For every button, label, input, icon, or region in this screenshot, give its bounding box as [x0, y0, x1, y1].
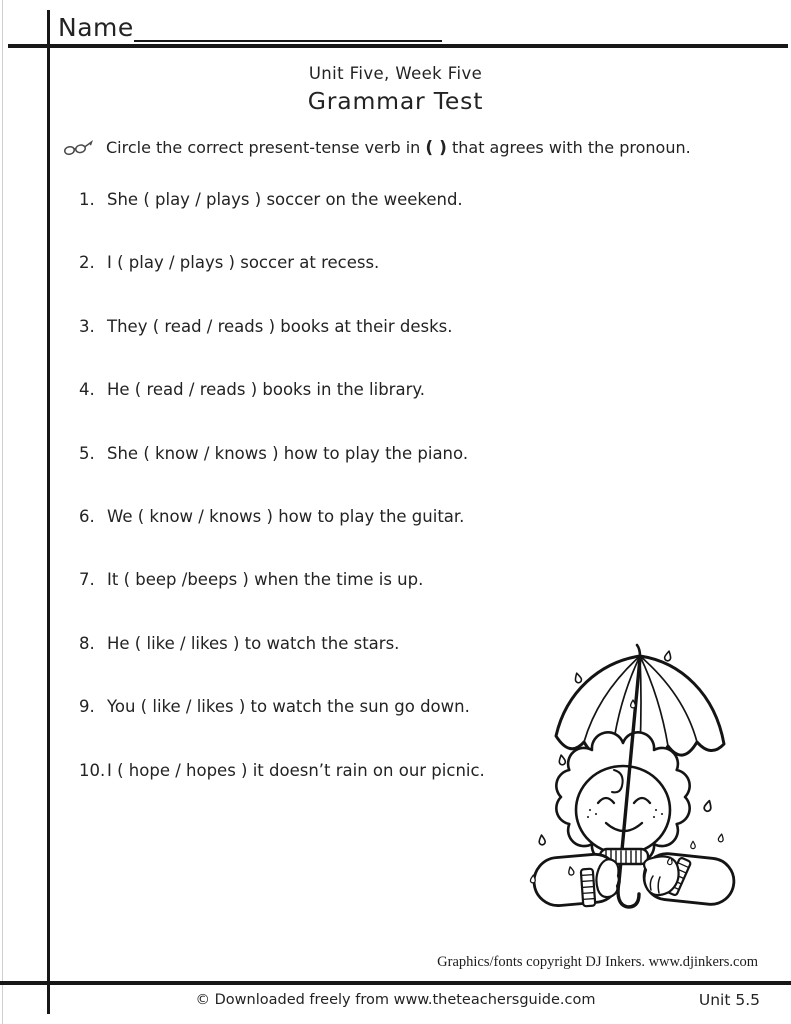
question-number: 9. [79, 697, 95, 717]
question-text: I ( hope / hopes ) it doesn’t rain on our picnic. [107, 760, 485, 780]
question-number: 8. [79, 633, 95, 653]
question-item-3 [79, 317, 485, 380]
graphics-credit: Graphics/fonts copyright DJ Inkers. www.djinkers.com [437, 954, 758, 970]
question-item-1 [79, 190, 485, 253]
question-text: She ( know / knows ) how to play the piano. [107, 443, 469, 463]
instruction-row [62, 138, 762, 161]
question-text: I ( play / plays ) soccer at recess. [107, 253, 380, 273]
question-item-7 [79, 570, 485, 633]
unit-number: Unit 5.5 [698, 991, 760, 1009]
parentheses-bold: ( ) [425, 138, 447, 158]
question-number: 3. [79, 316, 95, 336]
unit-week-subtitle: Unit Five, Week Five [308, 64, 483, 83]
question-text: She ( play / plays ) soccer on the weekend. [107, 190, 463, 209]
question-item-8 [79, 634, 485, 697]
question-text: You ( like / likes ) to watch the sun go down. [107, 697, 470, 717]
page-edge-line [2, 0, 3, 1024]
page-title: Grammar Test [307, 87, 484, 115]
question-text: We ( know / knows ) how to play the guitar. [107, 506, 465, 526]
question-item-5 [79, 444, 485, 507]
question-item-10 [79, 761, 485, 824]
name-label: Name [58, 13, 134, 42]
question-list [79, 190, 485, 824]
question-number: 6. [79, 506, 95, 526]
question-item-2 [79, 253, 485, 316]
name-blank-line [134, 15, 442, 42]
download-credit: © Downloaded freely from www.theteachersguide.com [195, 992, 596, 1008]
question-item-6 [79, 507, 485, 570]
question-text: He ( like / likes ) to watch the stars. [107, 633, 400, 653]
question-item-9 [79, 697, 485, 760]
question-number: 5. [79, 443, 95, 463]
child-with-umbrella-illustration [518, 642, 750, 942]
name-row [58, 13, 442, 42]
question-number: 1. [79, 190, 95, 209]
question-number: 7. [79, 570, 95, 590]
worksheet-header [0, 64, 791, 115]
question-item-4 [79, 380, 485, 443]
question-number: 4. [79, 380, 95, 400]
question-text: He ( read / reads ) books in the library. [107, 380, 426, 400]
question-text: They ( read / reads ) books at their desks. [107, 316, 453, 336]
left-margin-rule [47, 10, 50, 1014]
question-text: It ( beep /beeps ) when the time is up. [107, 570, 424, 590]
footer-divider-rule [0, 981, 791, 985]
question-number: 2. [79, 253, 95, 273]
glasses-icon [62, 140, 95, 161]
header-divider-rule [8, 44, 788, 48]
instruction-text: Circle the correct present-tense verb in ( ) that agrees with the pronoun. [106, 138, 691, 158]
question-number: 10. [79, 760, 106, 780]
